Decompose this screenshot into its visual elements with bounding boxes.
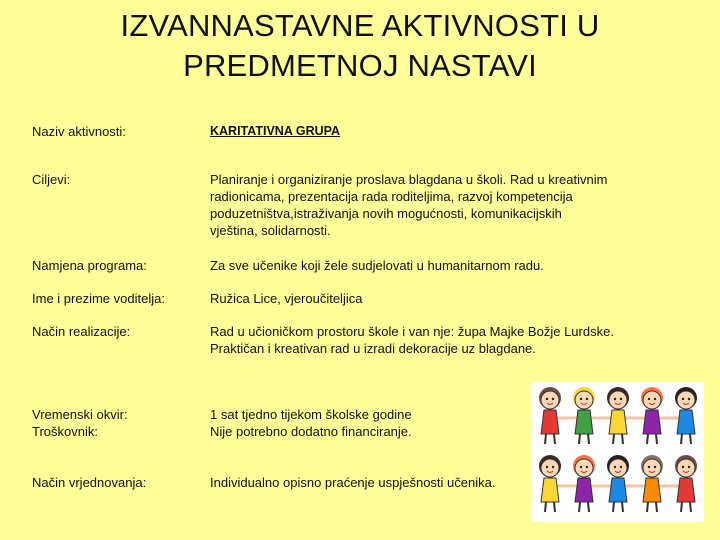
value-naziv: KARITATIVNA GRUPA [210, 124, 341, 138]
label-voditelj: Ime i prezime voditelja: [32, 291, 165, 306]
value-ciljevi [210, 171, 650, 239]
child-figure [607, 387, 644, 444]
ciljevi-line: poduzetništva,istraživanja novih mogućnosti, komunikacijskih [210, 206, 562, 221]
value-realizacija [210, 323, 650, 357]
label-naziv: Naziv aktivnosti: [32, 124, 126, 139]
label-namjena: Namjena programa: [32, 258, 147, 273]
child-figure [675, 387, 697, 444]
child-figure [607, 455, 644, 512]
label-realizacija: Način realizacije: [32, 324, 131, 339]
label-vrednovanje: Način vrjednovanja: [32, 475, 147, 490]
child-figure [539, 387, 576, 444]
okvir-line: Nije potrebno dodatno financiranje. [210, 424, 412, 439]
ciljevi-line: Planiranje i organiziranje proslava blagdana u školi. Rad u kreativnim [210, 172, 608, 187]
value-namjena: Za sve učenike koji žele sudjelovati u humanitarnom radu. [210, 258, 544, 273]
child-figure [573, 455, 610, 512]
child-figure [573, 387, 610, 444]
value-voditelj: Ružica Lice, vjeroučiteljica [210, 291, 363, 306]
child-figure [539, 455, 576, 512]
child-figure [675, 455, 697, 512]
children-row [539, 387, 697, 444]
child-figure [641, 387, 678, 444]
value-vrednovanje: Individualno opisno praćenje uspješnosti učenika. [210, 475, 496, 490]
child-figure [641, 455, 678, 512]
realizacija-line: Praktičan i kreativan rad u izradi dekoracije uz blagdane. [210, 341, 536, 356]
children-holding-hands-illustration [532, 382, 704, 522]
label-troskovnik: Troškovnik: [32, 424, 98, 439]
title-line-1: IZVANNASTAVNE AKTIVNOSTI U [120, 8, 600, 43]
label-vremenski-okvir: Vremenski okvir: [32, 407, 128, 422]
page-title [0, 6, 720, 86]
ciljevi-line: vještina, solidarnosti. [210, 223, 331, 238]
realizacija-line: Rad u učioničkom prostoru škole i van nje: župa Majke Božje Lurdske. [210, 324, 614, 339]
title-line-2: PREDMETNOJ NASTAVI [183, 48, 537, 83]
ciljevi-line: radionicama, prezentacija rada roditeljima, razvoj kompetencija [210, 189, 573, 204]
children-row [539, 455, 697, 512]
label-ciljevi: Ciljevi: [32, 172, 71, 187]
label-okvir [32, 406, 202, 440]
okvir-line: 1 sat tjedno tijekom školske godine [210, 407, 412, 422]
